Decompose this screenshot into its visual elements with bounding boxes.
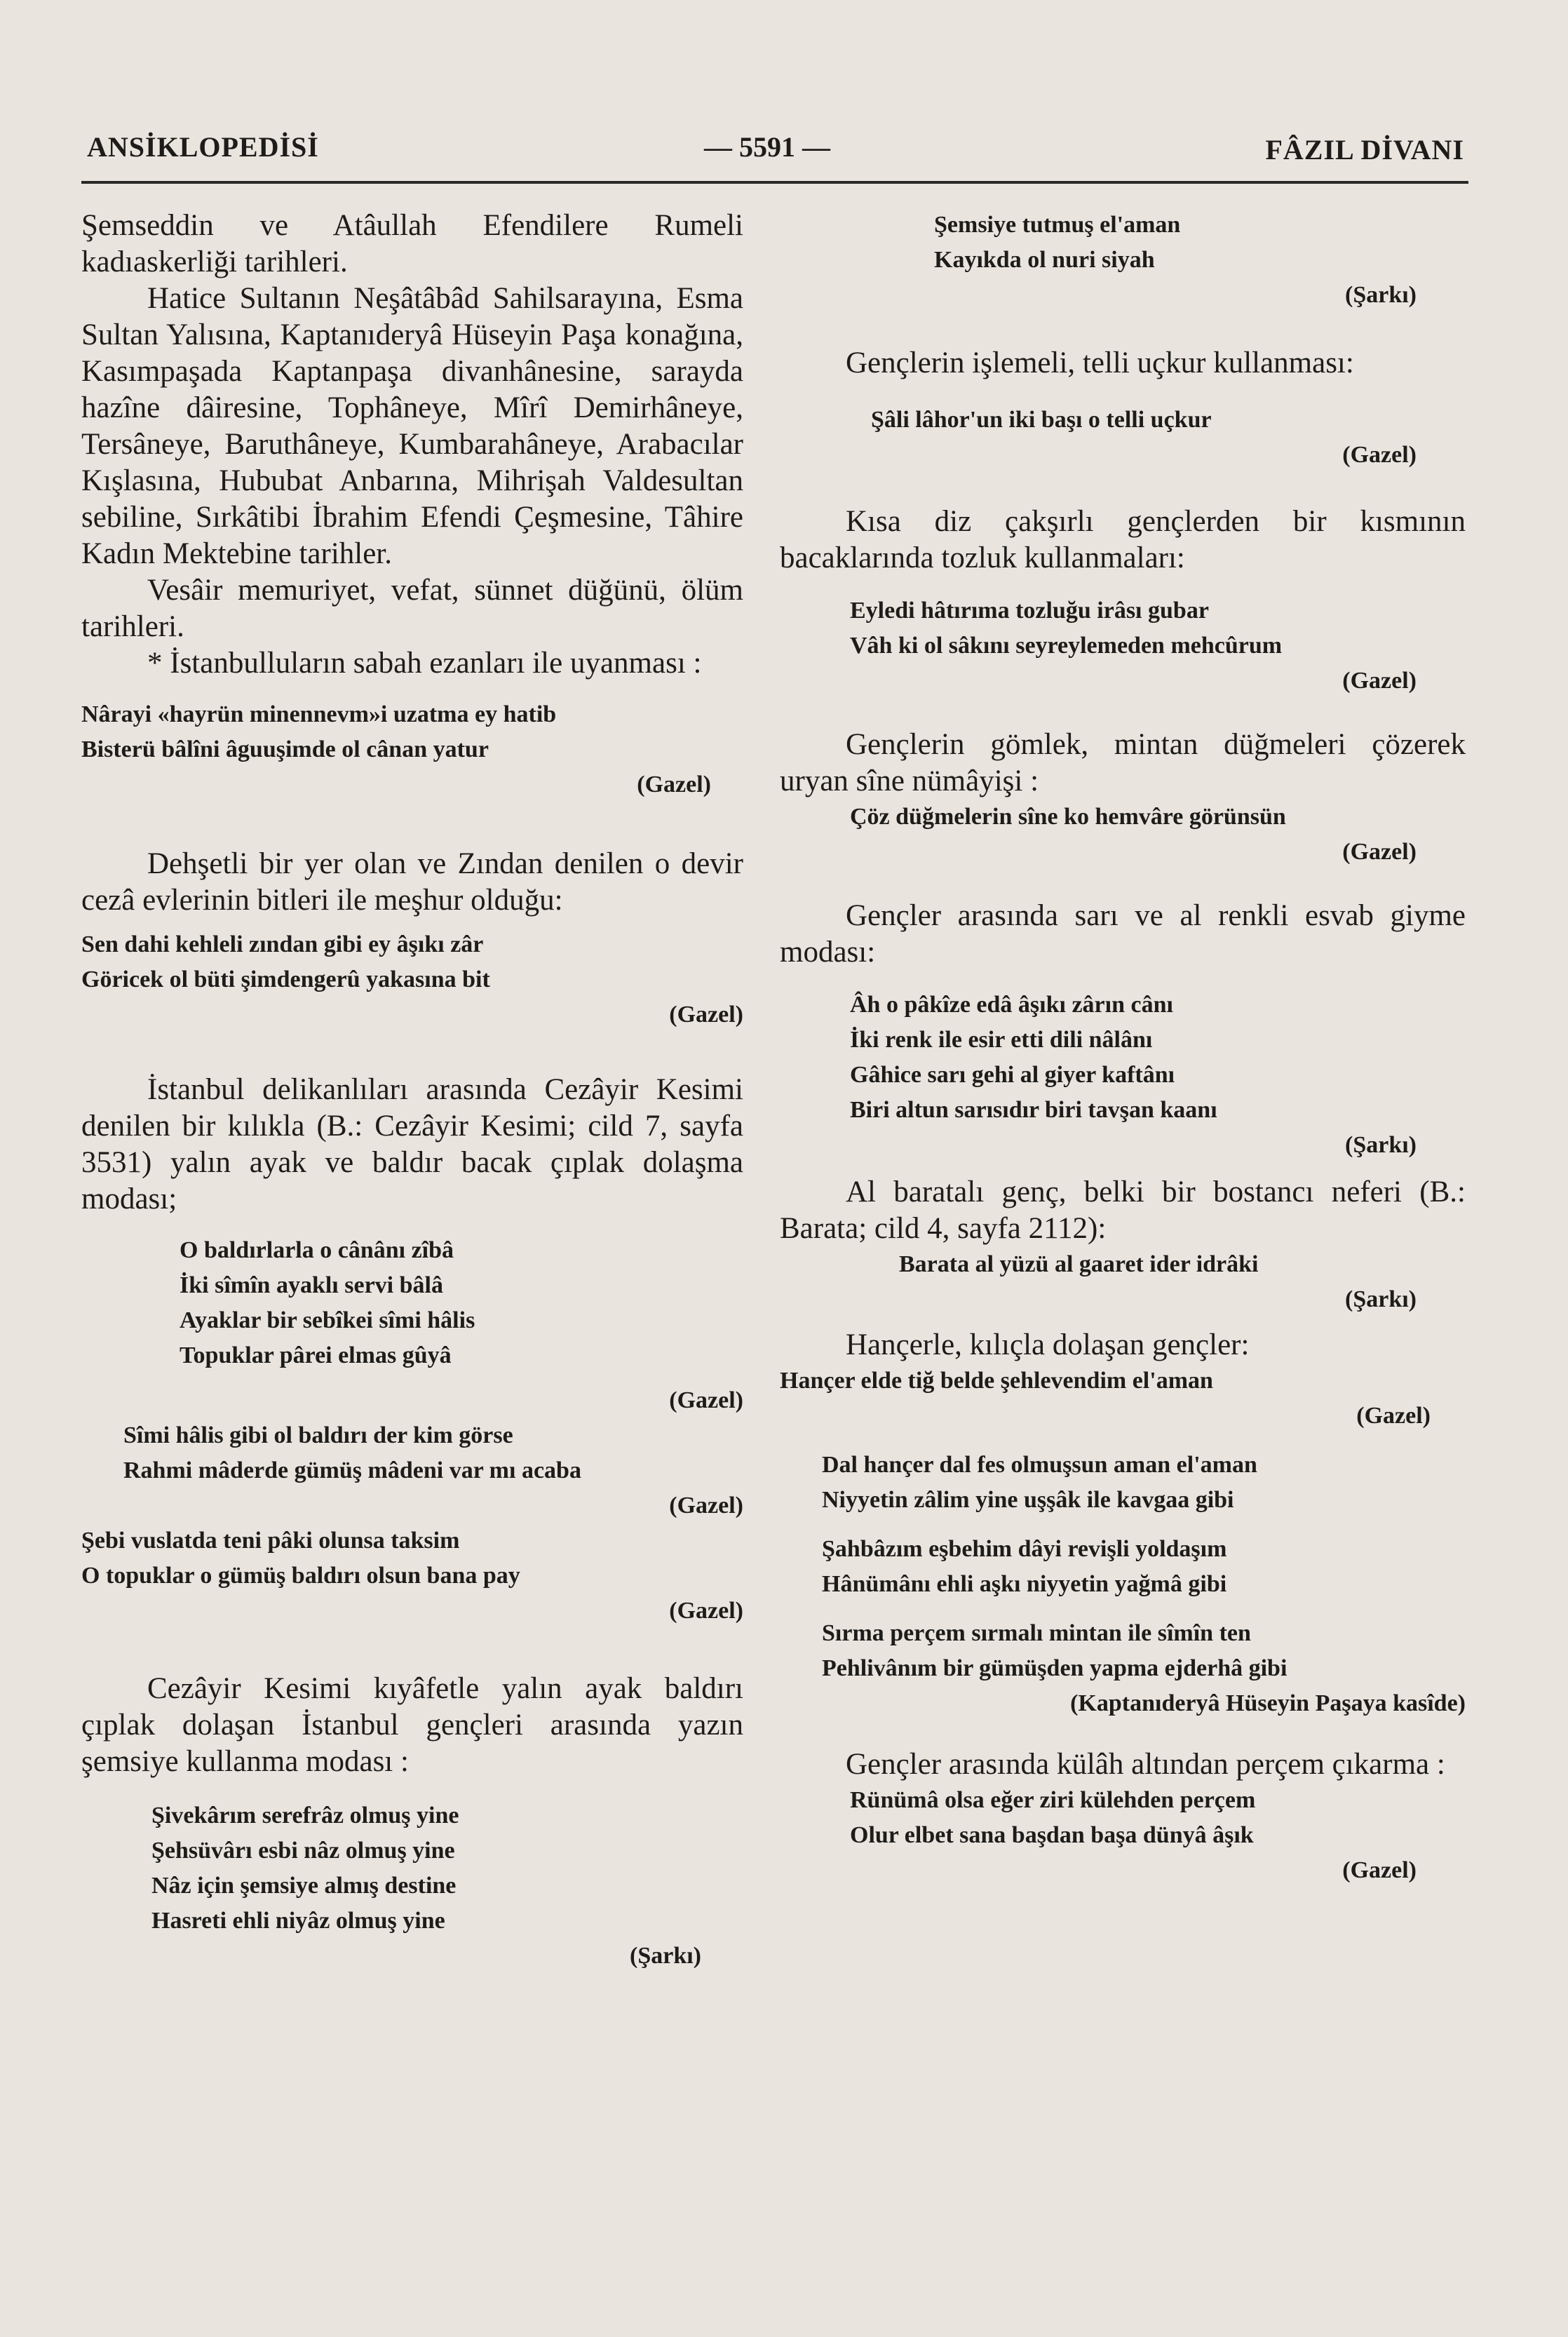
paragraph: Vesâir memuriyet, vefat, sünnet düğünü, ölüm tarihleri. <box>81 574 743 643</box>
paragraph: Al baratalı genç, belki bir bostancı neferi (B.: Barata; cild 4, sayfa 2112): <box>780 1176 1466 1245</box>
header-rule <box>81 181 1468 184</box>
verse-line: İki renk ile esir etti dili nâlânı <box>850 1027 1153 1053</box>
verse-line: Nâz için şemsiye almış destine <box>151 1873 457 1899</box>
verse-line: Dal hançer dal fes olmuşsun aman el'aman <box>822 1452 1257 1478</box>
verse-line: Rünümâ olsa eğer ziri külehden perçem <box>850 1787 1256 1813</box>
verse-line: O topuklar o gümüş baldırı olsun bana pay <box>81 1563 520 1589</box>
verse-line: Hançer elde tiğ belde şehlevendim el'aman <box>780 1368 1213 1394</box>
verse-source: (Şarkı) <box>1345 282 1417 308</box>
paragraph: İstanbul delikanlıları arasında Cezâyir Kesimi denilen bir kılıkla (B.: Cezâyir Kesimi; cild 7, sayfa 3531) yalın ayak ve baldır bacak çıplak dolaşma modası; <box>81 1073 743 1215</box>
verse-source: (Şarkı) <box>1345 1132 1417 1158</box>
paragraph: Cezâyir Kesimi kıyâfetle yalın ayak baldırı çıplak dolaşan İstanbul gençleri arasında yazın şemsiye kullanma modası : <box>81 1672 743 1778</box>
verse-source: (Gazel) <box>669 1002 743 1028</box>
verse-source: (Gazel) <box>669 1387 743 1413</box>
paragraph: Hatice Sultanın Neşâtâbâd Sahilsarayına, Esma Sultan Yalısına, Kaptanıderyâ Hüseyin Paşa konağına, Kasımpaşada Kaptanpaşa divanhânesine, sarayda hazîne dâiresine, Tophâneye, Mîrî Demirhâneye, Tersâneye, Baruthâneye, Kumbarahâneye, Arabacılar Kışlasına, Hububat Anbarına, Mihrişah Valdesultan sebiline, Sırkâtibi İbrahim Efendi Çeşmesine, Tâhire Kadın Mektebine tarihler. <box>81 282 743 570</box>
verse-source: (Gazel) <box>1356 1403 1431 1429</box>
right-column <box>780 208 1466 1888</box>
paragraph: Hançerle, kılıçla dolaşan gençler: <box>846 1328 1250 1361</box>
verse-line: Hasreti ehli niyâz olmuş yine <box>151 1908 445 1934</box>
verse-line: Barata al yüzü al gaaret ider idrâki <box>899 1251 1259 1277</box>
page-number: — 5591 — <box>704 131 830 163</box>
verse-line: Hânümânı ehli aşkı niyyetin yağmâ gibi <box>822 1571 1227 1597</box>
verse-line: Şâli lâhor'un iki başı o telli uçkur <box>871 407 1212 433</box>
verse-line: Sen dahi kehleli zından gibi ey âşıkı zâr <box>81 931 484 957</box>
verse-line: Şemsiye tutmuş el'aman <box>934 212 1181 238</box>
paragraph: Gençlerin işlemeli, telli uçkur kullanması: <box>846 346 1354 379</box>
paragraph: Şemseddin ve Atâullah Efendilere Rumeli kadıaskerliği tarihleri. <box>81 209 743 278</box>
verse-line: O baldırlarla o cânânı zîbâ <box>180 1237 454 1263</box>
verse-line: Göricek ol büti şimdengerû yakasına bit <box>81 967 490 992</box>
verse-source: (Gazel) <box>669 1598 743 1624</box>
paragraph: Gençler arasında sarı ve al renkli esvab giyme modası: <box>780 899 1466 969</box>
paragraph: Gençlerin gömlek, mintan düğmeleri çözerek uryan sîne nümâyişi : <box>780 728 1466 797</box>
paragraph: Kısa diz çakşırlı gençlerden bir kısmının bacaklarında tozluk kullanmaları: <box>780 505 1466 574</box>
verse-source: (Kaptanıderyâ Hüseyin Paşaya kasîde) <box>1070 1690 1466 1716</box>
paragraph: Gençler arasında külâh altından perçem çıkarma : <box>846 1748 1445 1781</box>
verse-line: Niyyetin zâlim yine uşşâk ile kavgaa gibi <box>822 1487 1234 1513</box>
verse-source: (Gazel) <box>1342 839 1417 865</box>
verse-line: Kayıkda ol nuri siyah <box>934 247 1155 273</box>
verse-line: Sîmi hâlis gibi ol baldırı der kim görse <box>123 1422 513 1448</box>
verse-line: Çöz düğmelerin sîne ko hemvâre görünsün <box>850 804 1286 830</box>
verse-line: Biri altun sarısıdır biri tavşan kaanı <box>850 1097 1217 1123</box>
verse-line: Nârayi «hayrün minennevm»i uzatma ey hatib <box>81 701 557 727</box>
verse-line: Bisterü bâlîni âguuşimde ol cânan yatur <box>81 736 489 762</box>
verse-source: (Gazel) <box>637 772 711 797</box>
verse-line: Pehlivânım bir gümüşden yapma ejderhâ gibi <box>822 1655 1287 1681</box>
verse-source: (Gazel) <box>1342 442 1417 468</box>
verse-line: Ayaklar bir sebîkei sîmi hâlis <box>180 1307 475 1333</box>
verse-source: (Şarkı) <box>630 1943 701 1969</box>
verse-source: (Gazel) <box>1342 668 1417 694</box>
verse-line: Sırma perçem sırmalı mintan ile sîmîn ten <box>822 1620 1251 1646</box>
verse-line: Topuklar pârei elmas gûyâ <box>180 1342 452 1368</box>
verse-source: (Gazel) <box>669 1493 743 1518</box>
verse-source: (Şarkı) <box>1345 1286 1417 1312</box>
verse-line: Vâh ki ol sâkını seyreylemeden mehcûrum <box>850 633 1283 659</box>
verse-line: Rahmi mâderde gümüş mâdeni var mı acaba <box>123 1457 581 1483</box>
paragraph: * İstanbulluların sabah ezanları ile uyanması : <box>147 647 702 680</box>
left-column <box>81 208 743 1974</box>
running-head-left: ANSİKLOPEDİSİ <box>87 131 319 163</box>
verse-line: Şahbâzım eşbehim dâyi revişli yoldaşım <box>822 1536 1227 1562</box>
running-head-right: FÂZIL DİVANI <box>1265 134 1464 166</box>
verse-line: Olur elbet sana başdan başa dünyâ âşık <box>850 1822 1254 1848</box>
page-header <box>87 130 1464 173</box>
verse-line: Şivekârım serefrâz olmuş yine <box>151 1803 459 1828</box>
verse-source: (Gazel) <box>1342 1857 1417 1883</box>
paragraph: Dehşetli bir yer olan ve Zından denilen o devir cezâ evlerinin bitleri ile meşhur olduğu: <box>81 847 743 917</box>
verse-line: Şebi vuslatda teni pâki olunsa taksim <box>81 1528 460 1554</box>
verse-line: Eyledi hâtırıma tozluğu irâsı gubar <box>850 598 1209 624</box>
verse-line: Âh o pâkîze edâ âşıkı zârın cânı <box>850 992 1173 1018</box>
verse-line: Şehsüvârı esbi nâz olmuş yine <box>151 1838 455 1864</box>
verse-line: Gâhice sarı gehi al giyer kaftânı <box>850 1062 1175 1088</box>
verse-line: İki sîmîn ayaklı servi bâlâ <box>180 1272 443 1298</box>
